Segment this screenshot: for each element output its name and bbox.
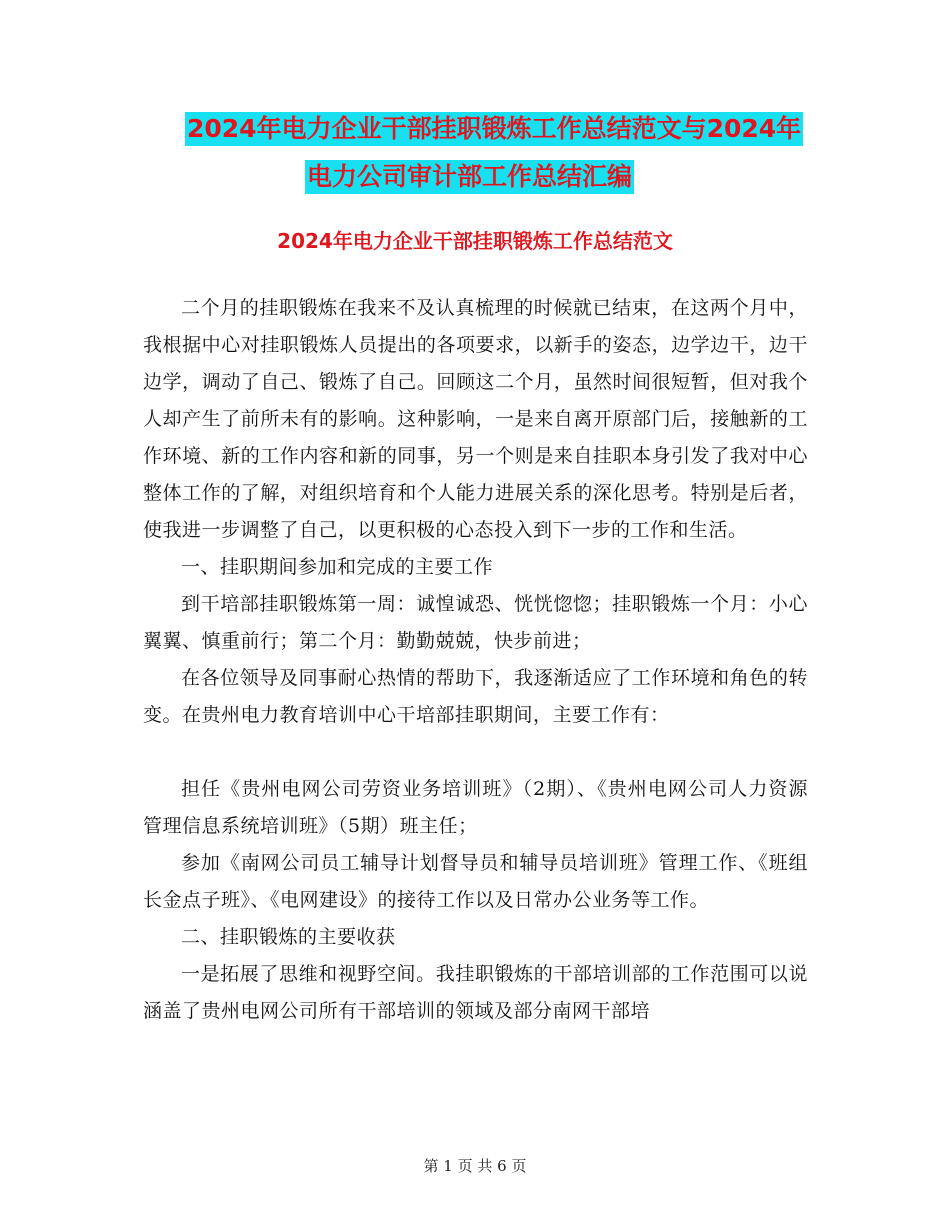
paragraph-management: 参加《南网公司员工辅导计划督导员和辅导员培训班》管理工作、《班组长金点子班》、《电网建设》的接待工作以及日常办公业务等工作。 (143, 852, 808, 911)
page-footer: 第 1 页 共 6 页 (423, 1157, 527, 1175)
heading-gains: 二、挂职锻炼的主要收获 (181, 926, 396, 948)
title-line-1: 2024年电力企业干部挂职锻炼工作总结范文与2024年 (185, 112, 803, 146)
paragraph-class-teacher: 担任《贵州电网公司劳资业务培训班》（2期）、《贵州电网公司人力资源管理信息系统培训班》（5期）班主任； (143, 778, 808, 837)
section-title: 2024年电力企业干部挂职锻炼工作总结范文 (277, 229, 673, 253)
title-line-2: 电力公司审计部工作总结汇编 (305, 160, 634, 194)
document-body (143, 290, 808, 1030)
paragraph-first-week: 到干培部挂职锻炼第一周：诚惶诚恐、恍恍惚惚；挂职锻炼一个月：小心翼翼、慎重前行；第二个月：勤勤兢兢，快步前进； (143, 593, 808, 652)
paragraph-horizon: 一是拓展了思维和视野空间。我挂职锻炼的干部培训部的工作范围可以说涵盖了贵州电网公司所有干部培训的领域及部分南网干部培 (143, 963, 808, 1022)
heading-main-work: 一、挂职期间参加和完成的主要工作 (181, 556, 494, 578)
paragraph-intro: 二个月的挂职锻炼在我来不及认真梳理的时候就已结束，在这两个月中，我根据中心对挂职锻炼人员提出的各项要求，以新手的姿态，边学边干，边干边学，调动了自己、锻炼了自己。回顾这二个月，虽然时间很短暂，但对我个人却产生了前所未有的影响。这种影响，一是来自离开原部门后，接触新的工作环境、新的工作内容和新的同事，另一个则是来自挂职本身引发了我对中心整体工作的了解，对组织培育和个人能力进展关系的深化思考。特别是后者，使我进一步调整了自己，以更积极的心态投入到下一步的工作和生活。 (143, 297, 808, 541)
paragraph-adaptation: 在各位领导及同事耐心热情的帮助下，我逐渐适应了工作环境和角色的转变。在贵州电力教育培训中心干培部挂职期间，主要工作有： (143, 667, 808, 726)
